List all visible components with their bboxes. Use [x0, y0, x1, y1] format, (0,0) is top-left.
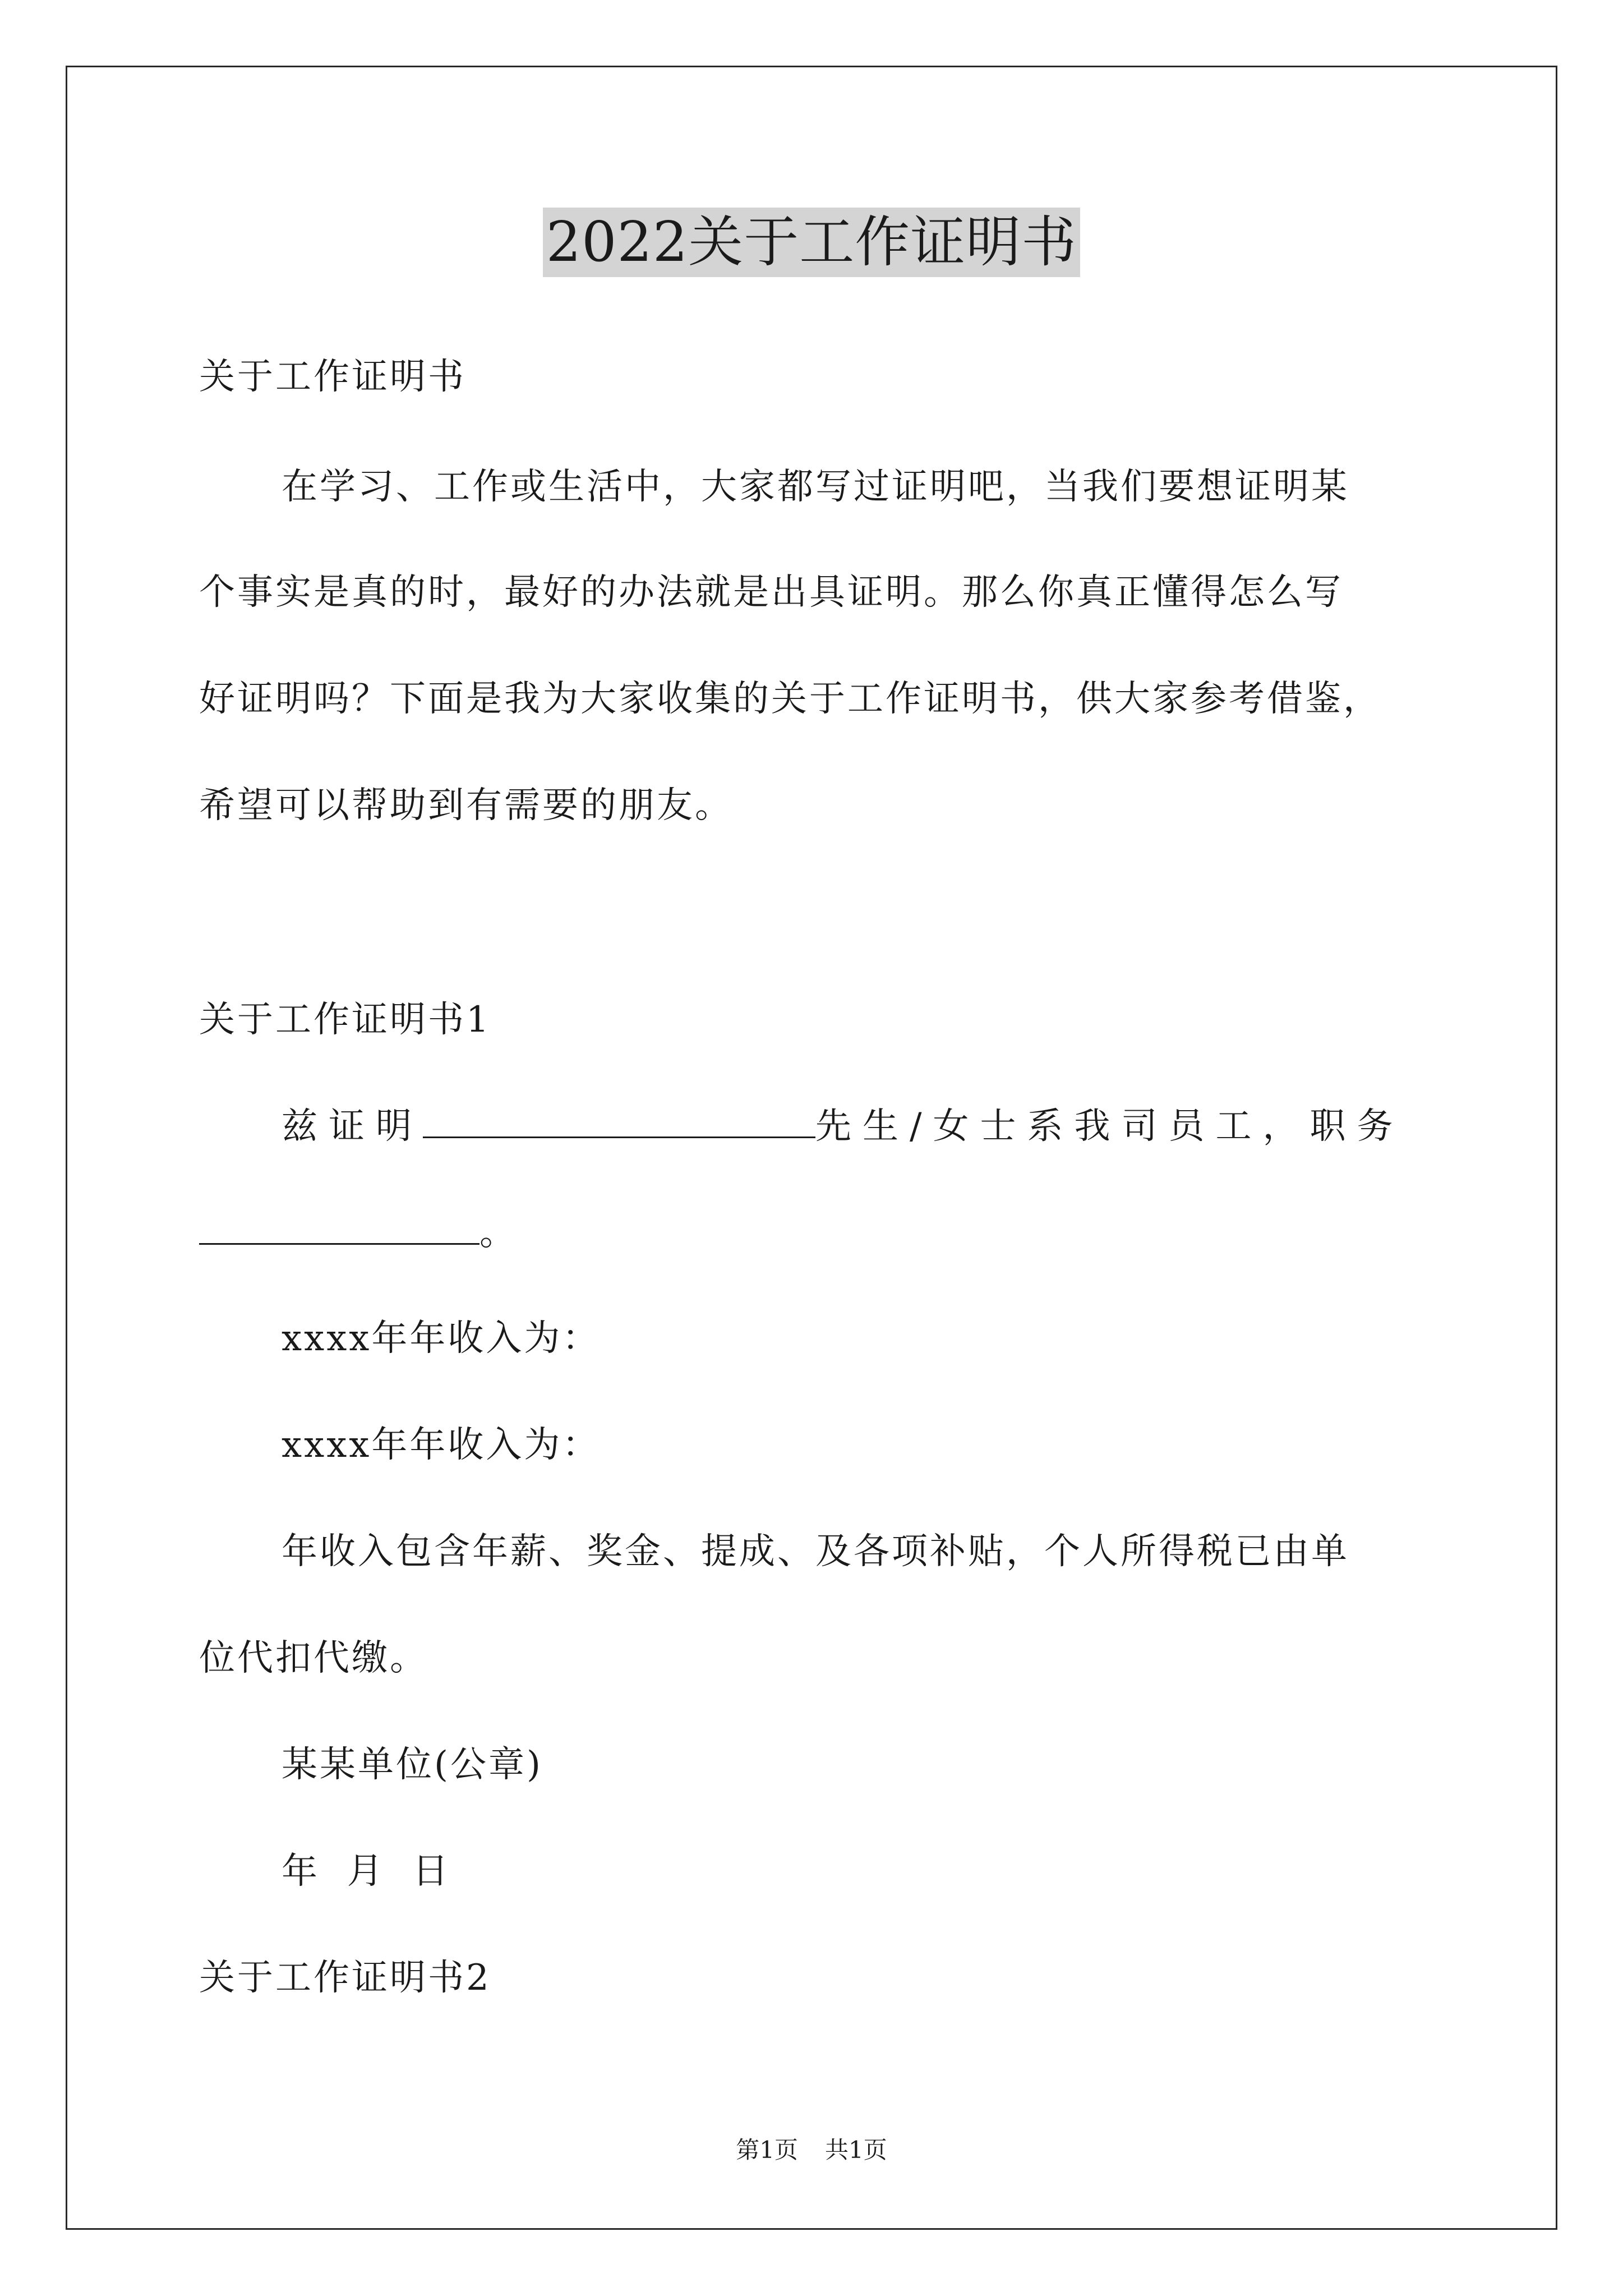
intro-paragraph-line-4: 希望可以帮助到有需要的朋友。 [199, 785, 733, 826]
document-title [0, 208, 1623, 277]
intro-paragraph-line-3: 好证明吗？下面是我为大家收集的关于工作证明书，供大家参考借鉴， [199, 678, 1381, 720]
date-line: 年 月 日 [282, 1851, 451, 1892]
section2-heading: 关于工作证明书2 [199, 1957, 491, 1999]
position-suffix: 。 [479, 1212, 518, 1254]
page-total: 共1页 [825, 2136, 887, 2164]
certify-prefix: 兹证明 [282, 1106, 423, 1147]
intro-paragraph-line-2: 个事实是真的时，最好的办法就是出具证明。那么你真正懂得怎么写 [199, 572, 1343, 613]
name-blank [423, 1103, 815, 1138]
company-seal-line: 某某单位(公章) [282, 1744, 543, 1786]
income-note-line-1: 年收入包含年薪、奖金、提成、及各项补贴，个人所得税已由单 [282, 1531, 1349, 1572]
certify-line [282, 1103, 1404, 1149]
page-footer [0, 2134, 1623, 2166]
income-line-2: xxxx年年收入为： [282, 1424, 601, 1466]
page-number: 第1页 [736, 2136, 798, 2164]
document-title-text: 2022关于工作证明书 [543, 208, 1080, 277]
income-line-1: xxxx年年收入为： [282, 1318, 601, 1359]
certify-suffix: 先生/女士系我司员工，职务 [815, 1106, 1404, 1147]
position-line [199, 1209, 518, 1255]
income-note-line-2: 位代扣代缴。 [199, 1637, 428, 1679]
intro-heading: 关于工作证明书 [199, 356, 466, 398]
section1-heading: 关于工作证明书1 [199, 999, 491, 1041]
position-blank [199, 1209, 479, 1245]
intro-paragraph-line-1: 在学习、工作或生活中，大家都写过证明吧，当我们要想证明某 [282, 466, 1349, 508]
